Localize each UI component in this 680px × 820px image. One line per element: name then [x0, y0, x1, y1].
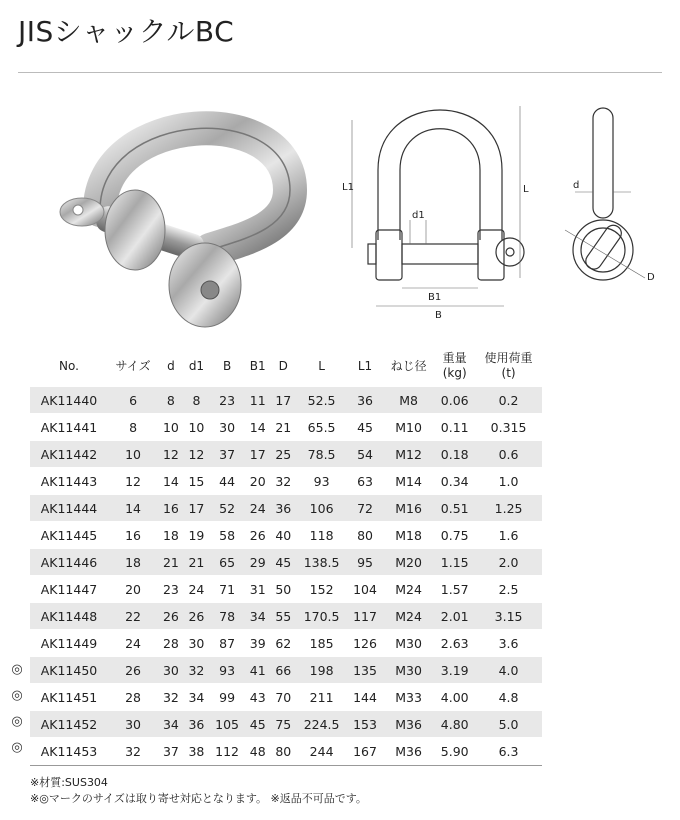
cell-size: 10 [125, 446, 142, 462]
cell-load: 3.15 [494, 608, 523, 624]
table-row [30, 468, 542, 495]
cell-outer-d: 25 [275, 446, 292, 462]
cell-no: AK11449 [40, 635, 98, 651]
cell-b: 105 [215, 716, 240, 732]
cell-l1: 95 [357, 554, 373, 570]
cell-d: 23 [162, 581, 179, 597]
order-mark: ◎ [11, 688, 23, 703]
dim-label-d: d [573, 180, 580, 191]
cell-thread: M12 [395, 446, 422, 462]
dim-label-d-outer: D [647, 272, 655, 283]
cell-thread: M36 [395, 743, 422, 759]
cell-b: 78 [219, 608, 236, 624]
cell-b1: 45 [249, 716, 266, 732]
cell-outer-d: 32 [275, 473, 292, 489]
cell-d1: 10 [188, 419, 205, 435]
cell-b1: 34 [249, 608, 266, 624]
cell-l: 211 [309, 689, 334, 705]
cell-thread: M18 [395, 527, 422, 543]
cell-size: 26 [125, 662, 142, 678]
header-no: No. [59, 358, 79, 373]
cell-l: 152 [309, 581, 334, 597]
table-row [30, 684, 542, 711]
cell-outer-d: 40 [275, 527, 292, 543]
cell-load: 2.0 [498, 554, 519, 570]
cell-d: 37 [162, 743, 179, 759]
cell-outer-d: 80 [275, 743, 292, 759]
cell-load: 3.6 [498, 635, 519, 651]
cell-b1: 41 [249, 662, 266, 678]
cell-l1: 144 [353, 689, 377, 705]
cell-size: 28 [125, 689, 142, 705]
cell-weight: 1.15 [440, 554, 469, 570]
spec-table-body [30, 387, 542, 765]
spec-table [30, 345, 542, 765]
cell-d1: 15 [188, 473, 205, 489]
table-row [30, 522, 542, 549]
cell-l: 52.5 [307, 392, 336, 408]
dim-label-b: B [435, 310, 442, 321]
cell-d1: 19 [188, 527, 205, 543]
cell-no: AK11444 [40, 500, 98, 516]
cell-l1: 126 [353, 635, 377, 651]
table-row [30, 441, 542, 468]
cell-outer-d: 36 [275, 500, 292, 516]
cell-b1: 24 [249, 500, 266, 516]
cell-outer-d: 50 [275, 581, 292, 597]
dim-label-d1: d1 [412, 210, 425, 221]
cell-size: 32 [125, 743, 142, 759]
cell-b: 37 [219, 446, 236, 462]
cell-d: 14 [162, 473, 179, 489]
cell-l1: 72 [357, 500, 373, 516]
cell-outer-d: 21 [275, 419, 292, 435]
cell-b1: 26 [249, 527, 266, 543]
cell-l1: 45 [357, 419, 373, 435]
cell-load: 2.5 [498, 581, 519, 597]
header-size: サイズ [115, 358, 151, 373]
cell-b1: 31 [249, 581, 266, 597]
cell-thread: M20 [395, 554, 422, 570]
dim-label-b1: B1 [428, 292, 442, 303]
cell-d1: 8 [192, 392, 201, 408]
table-header-row [30, 345, 542, 387]
cell-thread: M36 [395, 716, 422, 732]
cell-d1: 12 [188, 446, 205, 462]
order-note: ※◎マークのサイズは取り寄せ対応となります。 ※返品不可品です。 [30, 792, 367, 805]
cell-thread: M8 [399, 392, 418, 408]
cell-no: AK11448 [40, 608, 98, 624]
cell-l: 198 [309, 662, 334, 678]
cell-load: 0.2 [498, 392, 519, 408]
cell-weight: 1.57 [440, 581, 469, 597]
shackle-front-drawing [340, 100, 540, 330]
cell-size: 22 [125, 608, 142, 624]
table-row [30, 657, 542, 684]
cell-thread: M14 [395, 473, 422, 489]
cell-weight: 0.18 [440, 446, 469, 462]
cell-l1: 153 [353, 716, 377, 732]
header-b: B [222, 358, 232, 373]
cell-d: 28 [162, 635, 179, 651]
cell-load: 4.8 [498, 689, 519, 705]
cell-b: 99 [219, 689, 236, 705]
cell-outer-d: 45 [275, 554, 292, 570]
cell-l1: 104 [353, 581, 377, 597]
header-weight: 重量 (kg) [442, 351, 467, 380]
table-row [30, 414, 542, 441]
cell-l1: 54 [357, 446, 373, 462]
cell-l: 93 [313, 473, 330, 489]
cell-outer-d: 70 [275, 689, 292, 705]
cell-outer-d: 66 [275, 662, 292, 678]
table-row [30, 630, 542, 657]
cell-d: 10 [162, 419, 179, 435]
cell-outer-d: 17 [275, 392, 292, 408]
cell-l: 185 [309, 635, 334, 651]
cell-size: 14 [125, 500, 142, 516]
cell-size: 20 [125, 581, 142, 597]
header-d: d [167, 358, 175, 373]
cell-size: 30 [125, 716, 142, 732]
cell-d1: 21 [188, 554, 205, 570]
cell-d: 21 [162, 554, 179, 570]
cell-no: AK11452 [40, 716, 98, 732]
cell-thread: M30 [395, 635, 422, 651]
cell-no: AK11443 [40, 473, 98, 489]
header-load: 使用荷重 (t) [484, 351, 533, 380]
cell-l1: 63 [357, 473, 373, 489]
dim-label-l: L [523, 184, 529, 195]
header-l1: L1 [357, 358, 373, 373]
cell-load: 4.0 [498, 662, 519, 678]
cell-load: 1.6 [498, 527, 519, 543]
cell-outer-d: 62 [275, 635, 292, 651]
cell-load: 5.0 [498, 716, 519, 732]
cell-size: 24 [125, 635, 142, 651]
cell-d1: 26 [188, 608, 205, 624]
dim-label-l1: L1 [342, 182, 354, 193]
material-note: ※材質:SUS304 [30, 776, 108, 789]
cell-no: AK11445 [40, 527, 98, 543]
cell-b: 23 [219, 392, 236, 408]
cell-b1: 14 [249, 419, 266, 435]
table-row [30, 495, 542, 522]
cell-no: AK11446 [40, 554, 98, 570]
cell-thread: M33 [395, 689, 422, 705]
cell-weight: 0.51 [440, 500, 469, 516]
cell-no: AK11447 [40, 581, 98, 597]
cell-b: 112 [215, 743, 240, 759]
cell-load: 0.315 [490, 419, 527, 435]
shackle-photo [40, 90, 320, 340]
cell-l: 244 [309, 743, 334, 759]
cell-b: 44 [219, 473, 236, 489]
table-row [30, 387, 542, 414]
cell-no: AK11453 [40, 743, 98, 759]
cell-l1: 167 [353, 743, 377, 759]
cell-b1: 17 [249, 446, 266, 462]
cell-weight: 0.34 [440, 473, 469, 489]
order-mark: ◎ [11, 662, 23, 677]
table-row [30, 603, 542, 630]
table-row [30, 711, 542, 738]
cell-no: AK11440 [40, 392, 98, 408]
cell-thread: M24 [395, 581, 422, 597]
cell-weight: 3.19 [440, 662, 469, 678]
cell-weight: 5.90 [440, 743, 469, 759]
cell-weight: 0.06 [440, 392, 469, 408]
cell-d1: 32 [188, 662, 205, 678]
cell-size: 18 [125, 554, 142, 570]
cell-l: 65.5 [307, 419, 336, 435]
cell-d: 18 [162, 527, 179, 543]
header-b1: B1 [249, 358, 266, 373]
cell-b1: 29 [249, 554, 266, 570]
cell-d1: 36 [188, 716, 205, 732]
cell-b: 52 [219, 500, 236, 516]
cell-l: 118 [309, 527, 334, 543]
cell-b1: 43 [249, 689, 266, 705]
cell-load: 6.3 [498, 743, 519, 759]
cell-b: 93 [219, 662, 236, 678]
cell-outer-d: 75 [275, 716, 292, 732]
cell-d1: 30 [188, 635, 205, 651]
cell-l: 138.5 [303, 554, 340, 570]
table-row [30, 549, 542, 576]
cell-b1: 39 [249, 635, 266, 651]
cell-no: AK11451 [40, 689, 98, 705]
cell-weight: 2.63 [440, 635, 469, 651]
title-divider [18, 72, 662, 73]
cell-b: 30 [219, 419, 236, 435]
cell-size: 16 [125, 527, 142, 543]
order-mark: ◎ [11, 740, 23, 755]
cell-weight: 4.80 [440, 716, 469, 732]
order-mark: ◎ [11, 714, 23, 729]
cell-thread: M24 [395, 608, 422, 624]
cell-thread: M30 [395, 662, 422, 678]
cell-l1: 117 [353, 608, 377, 624]
cell-d: 12 [162, 446, 179, 462]
cell-load: 1.25 [494, 500, 523, 516]
cell-l1: 36 [357, 392, 373, 408]
table-row [30, 576, 542, 603]
cell-b: 58 [219, 527, 236, 543]
cell-b: 87 [219, 635, 236, 651]
cell-d: 30 [162, 662, 179, 678]
cell-outer-d: 55 [275, 608, 292, 624]
header-thread: ねじ径 [390, 358, 427, 373]
table-row [30, 738, 542, 765]
cell-size: 6 [129, 392, 138, 408]
cell-thread: M16 [395, 500, 422, 516]
cell-l1: 135 [353, 662, 377, 678]
cell-size: 12 [125, 473, 142, 489]
cell-l: 224.5 [303, 716, 340, 732]
cell-no: AK11450 [40, 662, 98, 678]
cell-weight: 4.00 [440, 689, 469, 705]
cell-weight: 0.11 [440, 419, 469, 435]
cell-weight: 2.01 [440, 608, 469, 624]
cell-d: 8 [166, 392, 175, 408]
cell-d1: 17 [188, 500, 205, 516]
cell-weight: 0.75 [440, 527, 469, 543]
cell-d1: 34 [188, 689, 205, 705]
cell-load: 0.6 [498, 446, 519, 462]
cell-size: 8 [129, 419, 138, 435]
cell-no: AK11441 [40, 419, 98, 435]
page-title: JISシャックルBC [18, 15, 235, 48]
cell-l: 78.5 [307, 446, 336, 462]
cell-d: 16 [162, 500, 179, 516]
cell-l: 106 [309, 500, 334, 516]
cell-thread: M10 [395, 419, 422, 435]
cell-b: 71 [219, 581, 236, 597]
cell-d: 32 [162, 689, 179, 705]
header-outer-d: D [278, 358, 288, 373]
cell-d: 26 [162, 608, 179, 624]
cell-d1: 24 [188, 581, 205, 597]
header-l: L [318, 358, 325, 373]
cell-b1: 20 [249, 473, 266, 489]
header-d1: d1 [188, 358, 205, 373]
cell-load: 1.0 [498, 473, 519, 489]
shackle-side-drawing [555, 100, 665, 290]
cell-l1: 80 [357, 527, 373, 543]
cell-b1: 48 [249, 743, 266, 759]
cell-b1: 11 [249, 392, 266, 408]
table-end-line [30, 765, 542, 766]
cell-d: 34 [162, 716, 179, 732]
cell-l: 170.5 [303, 608, 340, 624]
cell-d1: 38 [188, 743, 205, 759]
cell-b: 65 [219, 554, 236, 570]
cell-no: AK11442 [40, 446, 98, 462]
